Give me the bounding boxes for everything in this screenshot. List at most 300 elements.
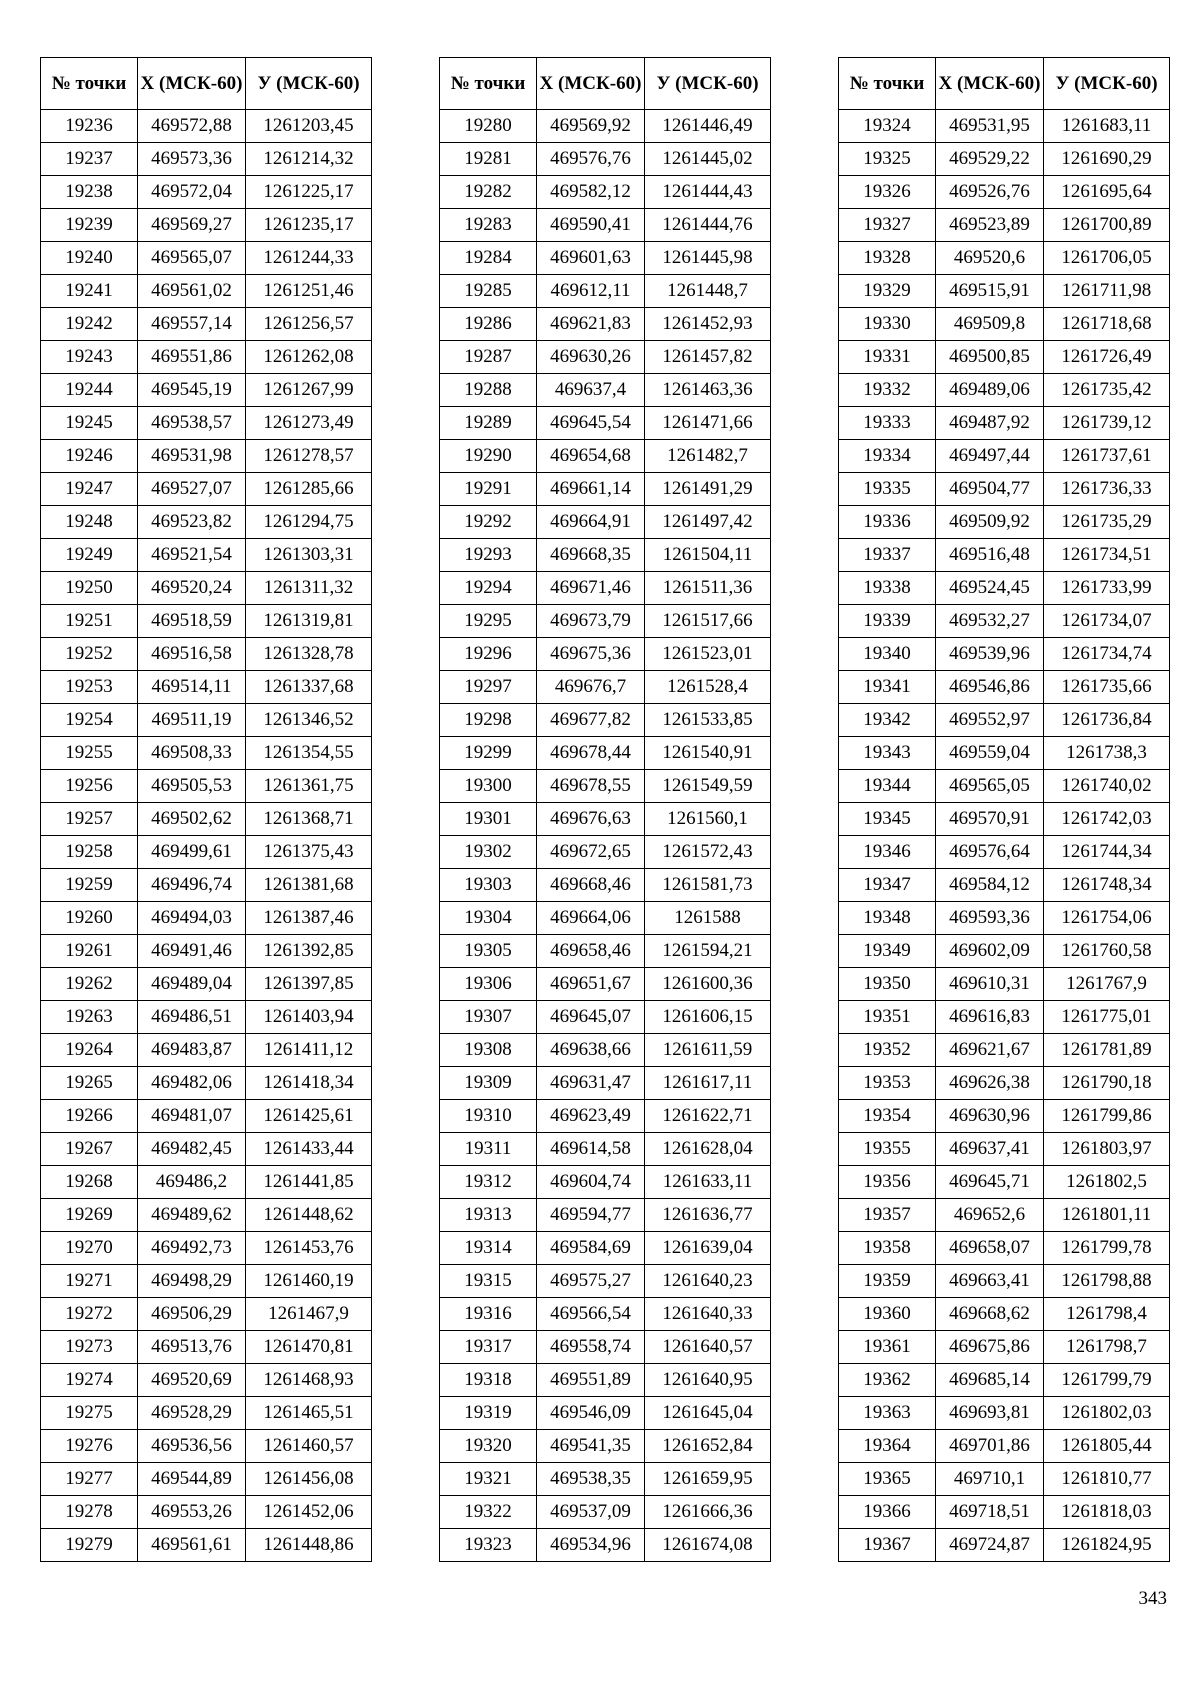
table-row <box>839 1364 1170 1397</box>
point-number-cell: 19358 <box>839 1232 936 1265</box>
table-row <box>839 638 1170 671</box>
x-coordinate-cell: 469565,07 <box>138 242 246 275</box>
x-coordinate-cell: 469538,57 <box>138 407 246 440</box>
x-coordinate-cell: 469678,55 <box>537 770 645 803</box>
x-coordinate-cell: 469664,91 <box>537 506 645 539</box>
table-row <box>440 242 771 275</box>
x-coordinate-cell: 469693,81 <box>936 1397 1044 1430</box>
y-coordinate-cell: 1261361,75 <box>246 770 372 803</box>
table-row <box>839 1034 1170 1067</box>
x-coordinate-cell: 469645,71 <box>936 1166 1044 1199</box>
x-coordinate-cell: 469558,74 <box>537 1331 645 1364</box>
table-row <box>41 1430 372 1463</box>
x-coordinate-cell: 469489,62 <box>138 1199 246 1232</box>
x-coordinate-cell: 469539,96 <box>936 638 1044 671</box>
y-coordinate-cell: 1261381,68 <box>246 869 372 902</box>
point-number-cell: 19267 <box>41 1133 138 1166</box>
table-row <box>440 1067 771 1100</box>
table-header-row <box>440 58 771 110</box>
x-coordinate-cell: 469582,12 <box>537 176 645 209</box>
y-coordinate-cell: 1261446,49 <box>645 110 771 143</box>
table-row <box>41 1463 372 1496</box>
point-number-cell: 19341 <box>839 671 936 704</box>
table-row <box>440 1331 771 1364</box>
point-number-cell: 19236 <box>41 110 138 143</box>
point-number-cell: 19350 <box>839 968 936 1001</box>
point-number-cell: 19264 <box>41 1034 138 1067</box>
point-number-cell: 19240 <box>41 242 138 275</box>
x-coordinate-cell: 469527,07 <box>138 473 246 506</box>
y-coordinate-cell: 1261225,17 <box>246 176 372 209</box>
x-coordinate-cell: 469532,27 <box>936 605 1044 638</box>
point-number-cell: 19319 <box>440 1397 537 1430</box>
y-coordinate-cell: 1261456,08 <box>246 1463 372 1496</box>
x-coordinate-cell: 469671,46 <box>537 572 645 605</box>
x-coordinate-cell: 469520,69 <box>138 1364 246 1397</box>
y-coordinate-cell: 1261273,49 <box>246 407 372 440</box>
y-coordinate-cell: 1261775,01 <box>1044 1001 1170 1034</box>
point-number-cell: 19327 <box>839 209 936 242</box>
table-row <box>440 605 771 638</box>
table-row <box>41 1397 372 1430</box>
point-number-cell: 19247 <box>41 473 138 506</box>
point-number-cell: 19244 <box>41 374 138 407</box>
point-number-cell: 19347 <box>839 869 936 902</box>
point-number-cell: 19363 <box>839 1397 936 1430</box>
x-coordinate-cell: 469570,91 <box>936 803 1044 836</box>
point-number-cell: 19335 <box>839 473 936 506</box>
x-coordinate-cell: 469552,97 <box>936 704 1044 737</box>
table-row <box>440 935 771 968</box>
y-coordinate-cell: 1261798,4 <box>1044 1298 1170 1331</box>
table-row <box>41 440 372 473</box>
point-number-cell: 19313 <box>440 1199 537 1232</box>
point-number-cell: 19332 <box>839 374 936 407</box>
x-coordinate-cell: 469718,51 <box>936 1496 1044 1529</box>
y-coordinate-cell: 1261572,43 <box>645 836 771 869</box>
y-coordinate-cell: 1261256,57 <box>246 308 372 341</box>
coordinates-table-2 <box>439 57 771 1562</box>
x-coordinate-cell: 469668,35 <box>537 539 645 572</box>
point-number-cell: 19339 <box>839 605 936 638</box>
table-row <box>839 176 1170 209</box>
point-number-cell: 19288 <box>440 374 537 407</box>
table-row <box>440 1397 771 1430</box>
y-coordinate-cell: 1261445,02 <box>645 143 771 176</box>
point-number-cell: 19252 <box>41 638 138 671</box>
y-coordinate-cell: 1261640,23 <box>645 1265 771 1298</box>
y-coordinate-cell: 1261690,29 <box>1044 143 1170 176</box>
table-row <box>41 176 372 209</box>
y-coordinate-cell: 1261748,34 <box>1044 869 1170 902</box>
x-coordinate-cell: 469520,6 <box>936 242 1044 275</box>
table-row <box>41 539 372 572</box>
point-number-cell: 19352 <box>839 1034 936 1067</box>
y-coordinate-cell: 1261760,58 <box>1044 935 1170 968</box>
x-coordinate-cell: 469658,07 <box>936 1232 1044 1265</box>
x-coordinate-cell: 469500,85 <box>936 341 1044 374</box>
table-row <box>41 869 372 902</box>
point-number-cell: 19328 <box>839 242 936 275</box>
x-coordinate-cell: 469524,45 <box>936 572 1044 605</box>
y-coordinate-cell: 1261504,11 <box>645 539 771 572</box>
y-coordinate-cell: 1261533,85 <box>645 704 771 737</box>
table-row <box>41 1496 372 1529</box>
point-number-cell: 19280 <box>440 110 537 143</box>
x-coordinate-cell: 469487,92 <box>936 407 1044 440</box>
x-coordinate-cell: 469668,62 <box>936 1298 1044 1331</box>
x-coordinate-cell: 469631,47 <box>537 1067 645 1100</box>
x-coordinate-cell: 469668,46 <box>537 869 645 902</box>
x-coordinate-cell: 469604,74 <box>537 1166 645 1199</box>
table-row <box>839 572 1170 605</box>
table-row <box>839 1298 1170 1331</box>
x-coordinate-cell: 469612,11 <box>537 275 645 308</box>
y-coordinate-cell: 1261799,86 <box>1044 1100 1170 1133</box>
point-number-cell: 19307 <box>440 1001 537 1034</box>
point-number-cell: 19337 <box>839 539 936 572</box>
y-coordinate-cell: 1261600,36 <box>645 968 771 1001</box>
y-coordinate-cell: 1261659,95 <box>645 1463 771 1496</box>
table-row <box>839 803 1170 836</box>
x-coordinate-cell: 469481,07 <box>138 1100 246 1133</box>
point-number-cell: 19293 <box>440 539 537 572</box>
point-number-cell: 19291 <box>440 473 537 506</box>
y-coordinate-cell: 1261790,18 <box>1044 1067 1170 1100</box>
y-coordinate-cell: 1261581,73 <box>645 869 771 902</box>
x-coordinate-cell: 469573,36 <box>138 143 246 176</box>
table-row <box>440 770 771 803</box>
table-row <box>440 671 771 704</box>
point-number-cell: 19320 <box>440 1430 537 1463</box>
y-coordinate-cell: 1261303,31 <box>246 539 372 572</box>
point-number-cell: 19259 <box>41 869 138 902</box>
x-coordinate-header: Х (МСК-60) <box>936 58 1044 110</box>
table-row <box>41 737 372 770</box>
y-coordinate-cell: 1261636,77 <box>645 1199 771 1232</box>
x-coordinate-cell: 469518,59 <box>138 605 246 638</box>
point-number-cell: 19329 <box>839 275 936 308</box>
point-number-cell: 19340 <box>839 638 936 671</box>
table-row <box>839 1199 1170 1232</box>
y-coordinate-cell: 1261652,84 <box>645 1430 771 1463</box>
y-coordinate-cell: 1261754,06 <box>1044 902 1170 935</box>
y-coordinate-cell: 1261425,61 <box>246 1100 372 1133</box>
point-number-cell: 19306 <box>440 968 537 1001</box>
table-row <box>440 308 771 341</box>
table-row <box>839 308 1170 341</box>
table-row <box>440 902 771 935</box>
table-row <box>839 869 1170 902</box>
point-number-cell: 19285 <box>440 275 537 308</box>
y-coordinate-cell: 1261444,43 <box>645 176 771 209</box>
table-row <box>440 1034 771 1067</box>
y-coordinate-cell: 1261337,68 <box>246 671 372 704</box>
table-row <box>440 968 771 1001</box>
point-number-cell: 19270 <box>41 1232 138 1265</box>
x-coordinate-cell: 469672,65 <box>537 836 645 869</box>
point-number-cell: 19261 <box>41 935 138 968</box>
y-coordinate-cell: 1261818,03 <box>1044 1496 1170 1529</box>
x-coordinate-cell: 469637,4 <box>537 374 645 407</box>
point-number-cell: 19314 <box>440 1232 537 1265</box>
x-coordinate-cell: 469561,61 <box>138 1529 246 1562</box>
x-coordinate-cell: 469584,69 <box>537 1232 645 1265</box>
table-body <box>839 110 1170 1562</box>
x-coordinate-cell: 469489,06 <box>936 374 1044 407</box>
y-coordinate-cell: 1261781,89 <box>1044 1034 1170 1067</box>
y-coordinate-cell: 1261387,46 <box>246 902 372 935</box>
point-number-cell: 19249 <box>41 539 138 572</box>
table-row <box>839 737 1170 770</box>
x-coordinate-cell: 469623,49 <box>537 1100 645 1133</box>
table-row <box>41 1298 372 1331</box>
y-coordinate-cell: 1261628,04 <box>645 1133 771 1166</box>
x-coordinate-cell: 469541,35 <box>537 1430 645 1463</box>
table-row <box>839 671 1170 704</box>
table-row <box>41 110 372 143</box>
point-number-cell: 19250 <box>41 572 138 605</box>
y-coordinate-cell: 1261448,7 <box>645 275 771 308</box>
x-coordinate-cell: 469645,07 <box>537 1001 645 1034</box>
point-number-cell: 19312 <box>440 1166 537 1199</box>
y-coordinate-cell: 1261805,44 <box>1044 1430 1170 1463</box>
y-coordinate-cell: 1261244,33 <box>246 242 372 275</box>
y-coordinate-cell: 1261742,03 <box>1044 803 1170 836</box>
y-coordinate-cell: 1261491,29 <box>645 473 771 506</box>
point-number-cell: 19356 <box>839 1166 936 1199</box>
y-coordinate-cell: 1261622,71 <box>645 1100 771 1133</box>
table-row <box>839 770 1170 803</box>
y-coordinate-cell: 1261441,85 <box>246 1166 372 1199</box>
y-coordinate-cell: 1261726,49 <box>1044 341 1170 374</box>
y-coordinate-cell: 1261397,85 <box>246 968 372 1001</box>
y-coordinate-cell: 1261733,99 <box>1044 572 1170 605</box>
x-coordinate-cell: 469494,03 <box>138 902 246 935</box>
y-coordinate-cell: 1261445,98 <box>645 242 771 275</box>
point-number-cell: 19289 <box>440 407 537 440</box>
table-row <box>41 1364 372 1397</box>
table-row <box>440 1529 771 1562</box>
y-coordinate-cell: 1261801,11 <box>1044 1199 1170 1232</box>
y-coordinate-cell: 1261734,74 <box>1044 638 1170 671</box>
table-row <box>41 968 372 1001</box>
x-coordinate-cell: 469491,46 <box>138 935 246 968</box>
table-row <box>839 1496 1170 1529</box>
x-coordinate-cell: 469545,19 <box>138 374 246 407</box>
x-coordinate-cell: 469663,41 <box>936 1265 1044 1298</box>
x-coordinate-cell: 469651,67 <box>537 968 645 1001</box>
point-number-cell: 19349 <box>839 935 936 968</box>
x-coordinate-cell: 469536,56 <box>138 1430 246 1463</box>
y-coordinate-cell: 1261468,93 <box>246 1364 372 1397</box>
y-coordinate-cell: 1261482,7 <box>645 440 771 473</box>
table-row <box>41 1133 372 1166</box>
table-row <box>41 341 372 374</box>
y-coordinate-cell: 1261666,36 <box>645 1496 771 1529</box>
point-number-cell: 19268 <box>41 1166 138 1199</box>
y-coordinate-cell: 1261319,81 <box>246 605 372 638</box>
y-coordinate-cell: 1261735,29 <box>1044 506 1170 539</box>
table-row <box>41 374 372 407</box>
table-row <box>41 143 372 176</box>
x-coordinate-cell: 469561,02 <box>138 275 246 308</box>
y-coordinate-cell: 1261285,66 <box>246 473 372 506</box>
point-number-cell: 19360 <box>839 1298 936 1331</box>
y-coordinate-cell: 1261740,02 <box>1044 770 1170 803</box>
table-row <box>41 572 372 605</box>
table-row <box>839 506 1170 539</box>
point-number-cell: 19273 <box>41 1331 138 1364</box>
table-row <box>41 1199 372 1232</box>
x-coordinate-cell: 469489,04 <box>138 968 246 1001</box>
point-number-cell: 19253 <box>41 671 138 704</box>
y-coordinate-cell: 1261594,21 <box>645 935 771 968</box>
y-coordinate-cell: 1261328,78 <box>246 638 372 671</box>
y-coordinate-cell: 1261262,08 <box>246 341 372 374</box>
point-number-cell: 19248 <box>41 506 138 539</box>
table-row <box>41 902 372 935</box>
x-coordinate-cell: 469498,29 <box>138 1265 246 1298</box>
point-number-cell: 19266 <box>41 1100 138 1133</box>
x-coordinate-cell: 469516,58 <box>138 638 246 671</box>
x-coordinate-cell: 469652,6 <box>936 1199 1044 1232</box>
x-coordinate-cell: 469593,36 <box>936 902 1044 935</box>
table-row <box>839 902 1170 935</box>
y-coordinate-cell: 1261640,95 <box>645 1364 771 1397</box>
point-number-cell: 19251 <box>41 605 138 638</box>
x-coordinate-header: Х (МСК-60) <box>138 58 246 110</box>
point-number-header: № точки <box>440 58 537 110</box>
point-number-cell: 19325 <box>839 143 936 176</box>
point-number-cell: 19323 <box>440 1529 537 1562</box>
x-coordinate-cell: 469590,41 <box>537 209 645 242</box>
point-number-cell: 19366 <box>839 1496 936 1529</box>
x-coordinate-cell: 469482,06 <box>138 1067 246 1100</box>
y-coordinate-cell: 1261444,76 <box>645 209 771 242</box>
table-row <box>41 671 372 704</box>
point-number-cell: 19357 <box>839 1199 936 1232</box>
x-coordinate-cell: 469502,62 <box>138 803 246 836</box>
point-number-cell: 19269 <box>41 1199 138 1232</box>
point-number-cell: 19351 <box>839 1001 936 1034</box>
x-coordinate-cell: 469511,19 <box>138 704 246 737</box>
point-number-cell: 19316 <box>440 1298 537 1331</box>
point-number-cell: 19336 <box>839 506 936 539</box>
x-coordinate-header: Х (МСК-60) <box>537 58 645 110</box>
point-number-cell: 19294 <box>440 572 537 605</box>
x-coordinate-cell: 469509,92 <box>936 506 1044 539</box>
x-coordinate-cell: 469658,46 <box>537 935 645 968</box>
point-number-cell: 19254 <box>41 704 138 737</box>
table-row <box>41 1265 372 1298</box>
table-row <box>440 1364 771 1397</box>
table-row <box>41 836 372 869</box>
point-number-cell: 19348 <box>839 902 936 935</box>
x-coordinate-cell: 469523,82 <box>138 506 246 539</box>
x-coordinate-cell: 469575,27 <box>537 1265 645 1298</box>
y-coordinate-cell: 1261683,11 <box>1044 110 1170 143</box>
table-row <box>839 1331 1170 1364</box>
table-row <box>440 143 771 176</box>
x-coordinate-cell: 469544,89 <box>138 1463 246 1496</box>
table-row <box>41 704 372 737</box>
point-number-cell: 19296 <box>440 638 537 671</box>
table-row <box>839 1100 1170 1133</box>
table-row <box>440 638 771 671</box>
y-coordinate-cell: 1261633,11 <box>645 1166 771 1199</box>
table-row <box>41 242 372 275</box>
point-number-cell: 19279 <box>41 1529 138 1562</box>
x-coordinate-cell: 469565,05 <box>936 770 1044 803</box>
point-number-cell: 19286 <box>440 308 537 341</box>
point-number-cell: 19334 <box>839 440 936 473</box>
point-number-cell: 19297 <box>440 671 537 704</box>
table-row <box>41 473 372 506</box>
y-coordinate-cell: 1261736,84 <box>1044 704 1170 737</box>
x-coordinate-cell: 469505,53 <box>138 770 246 803</box>
y-coordinate-cell: 1261767,9 <box>1044 968 1170 1001</box>
y-coordinate-cell: 1261735,66 <box>1044 671 1170 704</box>
y-coordinate-cell: 1261467,9 <box>246 1298 372 1331</box>
y-coordinate-cell: 1261639,04 <box>645 1232 771 1265</box>
y-coordinate-cell: 1261735,42 <box>1044 374 1170 407</box>
table-row <box>41 275 372 308</box>
x-coordinate-cell: 469610,31 <box>936 968 1044 1001</box>
y-coordinate-cell: 1261540,91 <box>645 737 771 770</box>
table-header-row <box>839 58 1170 110</box>
x-coordinate-cell: 469675,86 <box>936 1331 1044 1364</box>
point-number-cell: 19361 <box>839 1331 936 1364</box>
y-coordinate-cell: 1261497,42 <box>645 506 771 539</box>
table-row <box>440 1232 771 1265</box>
x-coordinate-cell: 469584,12 <box>936 869 1044 902</box>
x-coordinate-cell: 469521,54 <box>138 539 246 572</box>
y-coordinate-cell: 1261674,08 <box>645 1529 771 1562</box>
table-row <box>41 770 372 803</box>
y-coordinate-cell: 1261392,85 <box>246 935 372 968</box>
point-number-cell: 19237 <box>41 143 138 176</box>
y-coordinate-cell: 1261802,5 <box>1044 1166 1170 1199</box>
point-number-cell: 19308 <box>440 1034 537 1067</box>
x-coordinate-cell: 469515,91 <box>936 275 1044 308</box>
y-coordinate-cell: 1261452,06 <box>246 1496 372 1529</box>
y-coordinate-cell: 1261695,64 <box>1044 176 1170 209</box>
point-number-cell: 19344 <box>839 770 936 803</box>
y-coordinate-cell: 1261368,71 <box>246 803 372 836</box>
point-number-cell: 19301 <box>440 803 537 836</box>
x-coordinate-cell: 469676,7 <box>537 671 645 704</box>
table-row <box>440 473 771 506</box>
table-row <box>41 1232 372 1265</box>
x-coordinate-cell: 469506,29 <box>138 1298 246 1331</box>
y-coordinate-cell: 1261640,57 <box>645 1331 771 1364</box>
y-coordinate-cell: 1261418,34 <box>246 1067 372 1100</box>
y-coordinate-cell: 1261798,88 <box>1044 1265 1170 1298</box>
point-number-cell: 19346 <box>839 836 936 869</box>
point-number-cell: 19353 <box>839 1067 936 1100</box>
x-coordinate-cell: 469576,76 <box>537 143 645 176</box>
table-row <box>41 1331 372 1364</box>
table-row <box>839 605 1170 638</box>
x-coordinate-cell: 469514,11 <box>138 671 246 704</box>
x-coordinate-cell: 469483,87 <box>138 1034 246 1067</box>
x-coordinate-cell: 469504,77 <box>936 473 1044 506</box>
table-row <box>440 1100 771 1133</box>
y-coordinate-cell: 1261700,89 <box>1044 209 1170 242</box>
table-row <box>839 473 1170 506</box>
table-row <box>839 1067 1170 1100</box>
